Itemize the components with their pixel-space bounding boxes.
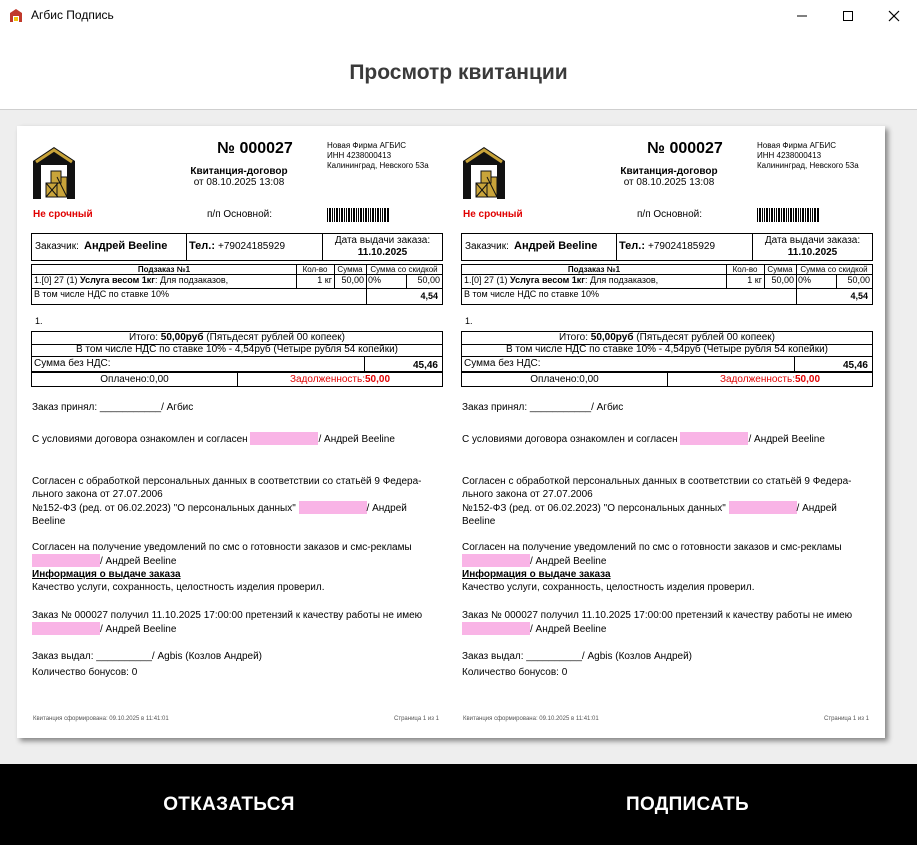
- pd-signer-a: / Андрей: [796, 503, 837, 514]
- total-row: [31, 331, 443, 345]
- urgency-label: Не срочный: [33, 209, 93, 220]
- signature-field[interactable]: [462, 554, 530, 567]
- item-number: 1.: [465, 316, 473, 326]
- signer-name: / Андрей Beeline: [748, 434, 825, 445]
- minimize-icon: [796, 10, 808, 22]
- debt-label: Задолженность:: [719, 374, 795, 385]
- item-number: 1.: [35, 316, 43, 326]
- contract-agreement: [32, 432, 395, 445]
- row-vat-value: 4,54: [420, 291, 438, 301]
- without-vat-value: 45,46: [842, 360, 868, 371]
- issued-by: Заказ выдал: __________/ Agbis (Козлов Андрей): [462, 651, 693, 662]
- pd-line-2: льного закона от 27.07.2006: [32, 489, 163, 500]
- signer-name: / Андрей Beeline: [100, 624, 177, 635]
- debt-amount: [668, 374, 872, 385]
- customer-name: Андрей Beeline: [84, 240, 168, 252]
- issue-date-label: Дата выдачи заказа:: [334, 235, 431, 246]
- company-inn: ИНН 4238000413: [757, 151, 822, 160]
- total-row: [461, 331, 873, 345]
- row-discount: 0%: [798, 275, 812, 285]
- without-vat-label: Сумма без НДС:: [34, 358, 111, 369]
- issue-info-title: Информация о выдаче заказа: [32, 569, 181, 580]
- customer-row: [461, 233, 873, 261]
- warehouse-logo-icon: [461, 141, 507, 201]
- signature-field[interactable]: [32, 622, 100, 635]
- payment-row: [461, 372, 873, 387]
- pd-signer-b: Beeline: [32, 516, 66, 527]
- minimize-button[interactable]: [779, 0, 825, 31]
- maximize-icon: [842, 10, 854, 22]
- pd-line-1: Согласен с обработкой персональных данных в соответствии со статьёй 9 Федера-: [462, 476, 852, 487]
- row-suffix: : Для подзаказов,: [585, 275, 659, 285]
- paid-amount: Оплачено:0,00: [100, 374, 169, 385]
- total-words: (Пятьдесят рублей 00 копеек): [636, 332, 775, 343]
- paid-amount: Оплачено:0,00: [530, 374, 599, 385]
- personal-data-consent: [32, 475, 422, 528]
- receipt-preview-area[interactable]: [0, 110, 917, 764]
- barcode-icon: [757, 208, 819, 222]
- order-table: [31, 264, 443, 305]
- receipt-copy-left: [17, 126, 447, 738]
- row-qty: 1 кг: [317, 275, 332, 285]
- receipt-page: [17, 126, 885, 738]
- row-prefix: 1.[0] 27 (1): [34, 275, 78, 285]
- signature-field[interactable]: [680, 432, 748, 445]
- app-logo-icon: [10, 9, 22, 22]
- row-vat-label: В том числе НДС по ставке 10%: [34, 289, 170, 299]
- accepted-by: Заказ принял: ___________/ Агбис: [462, 402, 624, 413]
- vat-total: В том числе НДС по ставке 10% - 4,54руб (Четыре рубля 54 копейки): [461, 344, 873, 357]
- bonus-count: Количество бонусов: 0: [32, 667, 138, 678]
- customer-name: Андрей Beeline: [514, 240, 598, 252]
- quality-check: Качество услуги, сохранность, целостность изделия проверил.: [462, 582, 755, 593]
- debt-value: 50,00: [365, 374, 391, 385]
- without-vat-value: 45,46: [412, 360, 438, 371]
- company-address: Калининград, Невского 53а: [757, 161, 859, 170]
- row-sum: 50,00: [341, 275, 364, 285]
- total-amount: 50,00руб: [590, 332, 634, 343]
- row-discount: 0%: [368, 275, 382, 285]
- company-inn: ИНН 4238000413: [327, 151, 392, 160]
- table-header-discount-sum: Сумма со скидкой: [370, 265, 438, 274]
- receipt-confirmation: [32, 609, 422, 636]
- sms-text: Согласен на получение уведомлений по смс о готовности заказов и смс-рекламы: [32, 542, 412, 553]
- signature-field[interactable]: [250, 432, 318, 445]
- signer-name: / Андрей Beeline: [318, 434, 395, 445]
- receipt-number: № 000027: [217, 140, 293, 157]
- total-label: Итого:: [559, 332, 588, 343]
- phone-label: Тел.:: [189, 240, 215, 252]
- contract-agreement-text: С условиями договора ознакомлен и согласен: [462, 434, 678, 445]
- company-name: Новая Фирма АГБИС: [757, 141, 837, 150]
- row-sum: 50,00: [771, 275, 794, 285]
- personal-data-consent: [462, 475, 852, 528]
- table-header-sum: Сумма: [767, 265, 793, 274]
- row-qty: 1 кг: [747, 275, 762, 285]
- signer-name: / Андрей Beeline: [530, 556, 607, 567]
- pd-signer-a: / Андрей: [366, 503, 407, 514]
- pd-signer-b: Beeline: [462, 516, 496, 527]
- total-amount: 50,00руб: [160, 332, 204, 343]
- sign-button[interactable]: ПОДПИСАТЬ: [625, 793, 750, 815]
- debt-value: 50,00: [795, 374, 821, 385]
- row-sum-discount: 50,00: [847, 275, 870, 285]
- contract-agreement-text: С условиями договора ознакомлен и согласен: [32, 434, 248, 445]
- table-header-qty: Кол-во: [732, 265, 758, 274]
- window-title: Агбис Подпись: [31, 8, 114, 22]
- page-title: Просмотр квитанции: [349, 61, 568, 84]
- customer-label: Заказчик:: [35, 241, 79, 252]
- signature-field[interactable]: [299, 501, 367, 514]
- row-service: Услуга весом 1кг: [80, 275, 156, 285]
- decline-button[interactable]: ОТКАЗАТЬСЯ: [163, 793, 295, 815]
- customer-row: [31, 233, 443, 261]
- signature-field[interactable]: [729, 501, 797, 514]
- received-text: Заказ № 000027 получил 11.10.2025 17:00:00 претензий к качеству работы не имею: [462, 610, 853, 621]
- row-prefix: 1.[0] 27 (1): [464, 275, 508, 285]
- order-position: п/п Основной:: [637, 209, 703, 220]
- window-titlebar: [0, 0, 917, 31]
- barcode-icon: [327, 208, 389, 222]
- issue-date: 11.10.2025: [787, 247, 838, 258]
- bonus-count: Количество бонусов: 0: [462, 667, 568, 678]
- vat-total: В том числе НДС по ставке 10% - 4,54руб (Четыре рубля 54 копейки): [31, 344, 443, 357]
- company-info: [327, 141, 429, 171]
- signer-name: / Андрей Beeline: [530, 624, 607, 635]
- footer-page: Страница 1 из 1: [394, 716, 439, 722]
- maximize-button[interactable]: [825, 0, 871, 31]
- sms-consent: [32, 541, 412, 594]
- phone-label: Тел.:: [619, 240, 645, 252]
- pd-line-3: №152-ФЗ (ред. от 06.02.2023) "О персональных данных": [32, 503, 296, 514]
- without-vat-row: [461, 357, 873, 372]
- contract-agreement: [462, 432, 825, 445]
- footer-generated: Квитанция сформирована: 09.10.2025 в 11:41:01: [33, 716, 169, 722]
- without-vat-row: [31, 357, 443, 372]
- warehouse-logo-icon: [31, 141, 77, 201]
- company-info: [757, 141, 859, 171]
- doc-type: Квитанция-договор: [190, 166, 288, 177]
- accepted-by: Заказ принял: ___________/ Агбис: [32, 402, 194, 413]
- sms-text: Согласен на получение уведомлений по смс о готовности заказов и смс-рекламы: [462, 542, 842, 553]
- page-header: [0, 31, 917, 110]
- receipt-copy-right: [447, 126, 877, 738]
- issue-date-label: Дата выдачи заказа:: [764, 235, 861, 246]
- customer-phone: +79024185929: [648, 241, 716, 252]
- table-row: [34, 275, 228, 285]
- row-vat-label: В том числе НДС по ставке 10%: [464, 289, 600, 299]
- customer-phone: +79024185929: [218, 241, 286, 252]
- footer-page: Страница 1 из 1: [824, 716, 869, 722]
- action-bar: [0, 764, 917, 845]
- company-name: Новая Фирма АГБИС: [327, 141, 407, 150]
- order-table: [461, 264, 873, 305]
- customer-label: Заказчик:: [465, 241, 509, 252]
- pd-line-3: №152-ФЗ (ред. от 06.02.2023) "О персональных данных": [462, 503, 726, 514]
- table-header-sum: Сумма: [337, 265, 363, 274]
- row-suffix: : Для подзаказов,: [155, 275, 229, 285]
- doc-type: Квитанция-договор: [620, 166, 718, 177]
- order-position: п/п Основной:: [207, 209, 273, 220]
- urgency-label: Не срочный: [463, 209, 523, 220]
- payment-row: [31, 372, 443, 387]
- quality-check: Качество услуги, сохранность, целостность изделия проверил.: [32, 582, 325, 593]
- received-text: Заказ № 000027 получил 11.10.2025 17:00:00 претензий к качеству работы не имею: [32, 610, 423, 621]
- close-icon: [888, 10, 900, 22]
- table-row: [464, 275, 658, 285]
- sms-consent: [462, 541, 842, 594]
- debt-amount: [238, 374, 442, 385]
- without-vat-label: Сумма без НДС:: [464, 358, 541, 369]
- table-header-suborder: Подзаказ №1: [137, 265, 191, 274]
- pd-line-2: льного закона от 27.07.2006: [462, 489, 593, 500]
- total-label: Итого:: [129, 332, 158, 343]
- receipt-number: № 000027: [647, 140, 723, 157]
- table-header-qty: Кол-во: [302, 265, 328, 274]
- total-words: (Пятьдесят рублей 00 копеек): [206, 332, 345, 343]
- signer-name: / Андрей Beeline: [100, 556, 177, 567]
- row-service: Услуга весом 1кг: [510, 275, 586, 285]
- receipt-confirmation: [462, 609, 852, 636]
- company-address: Калининград, Невского 53а: [327, 161, 429, 170]
- issued-by: Заказ выдал: __________/ Agbis (Козлов Андрей): [32, 651, 263, 662]
- table-header-suborder: Подзаказ №1: [567, 265, 621, 274]
- table-header-discount-sum: Сумма со скидкой: [800, 265, 868, 274]
- pd-line-1: Согласен с обработкой персональных данных в соответствии со статьёй 9 Федера-: [32, 476, 422, 487]
- signature-field[interactable]: [32, 554, 100, 567]
- doc-date: от 08.10.2025 13:08: [193, 177, 285, 188]
- row-sum-discount: 50,00: [417, 275, 440, 285]
- close-button[interactable]: [871, 0, 917, 31]
- issue-date: 11.10.2025: [357, 247, 408, 258]
- issue-info-title: Информация о выдаче заказа: [462, 569, 611, 580]
- footer-generated: Квитанция сформирована: 09.10.2025 в 11:41:01: [463, 716, 599, 722]
- signature-field[interactable]: [462, 622, 530, 635]
- debt-label: Задолженность:: [289, 374, 365, 385]
- doc-date: от 08.10.2025 13:08: [623, 177, 715, 188]
- row-vat-value: 4,54: [850, 291, 868, 301]
